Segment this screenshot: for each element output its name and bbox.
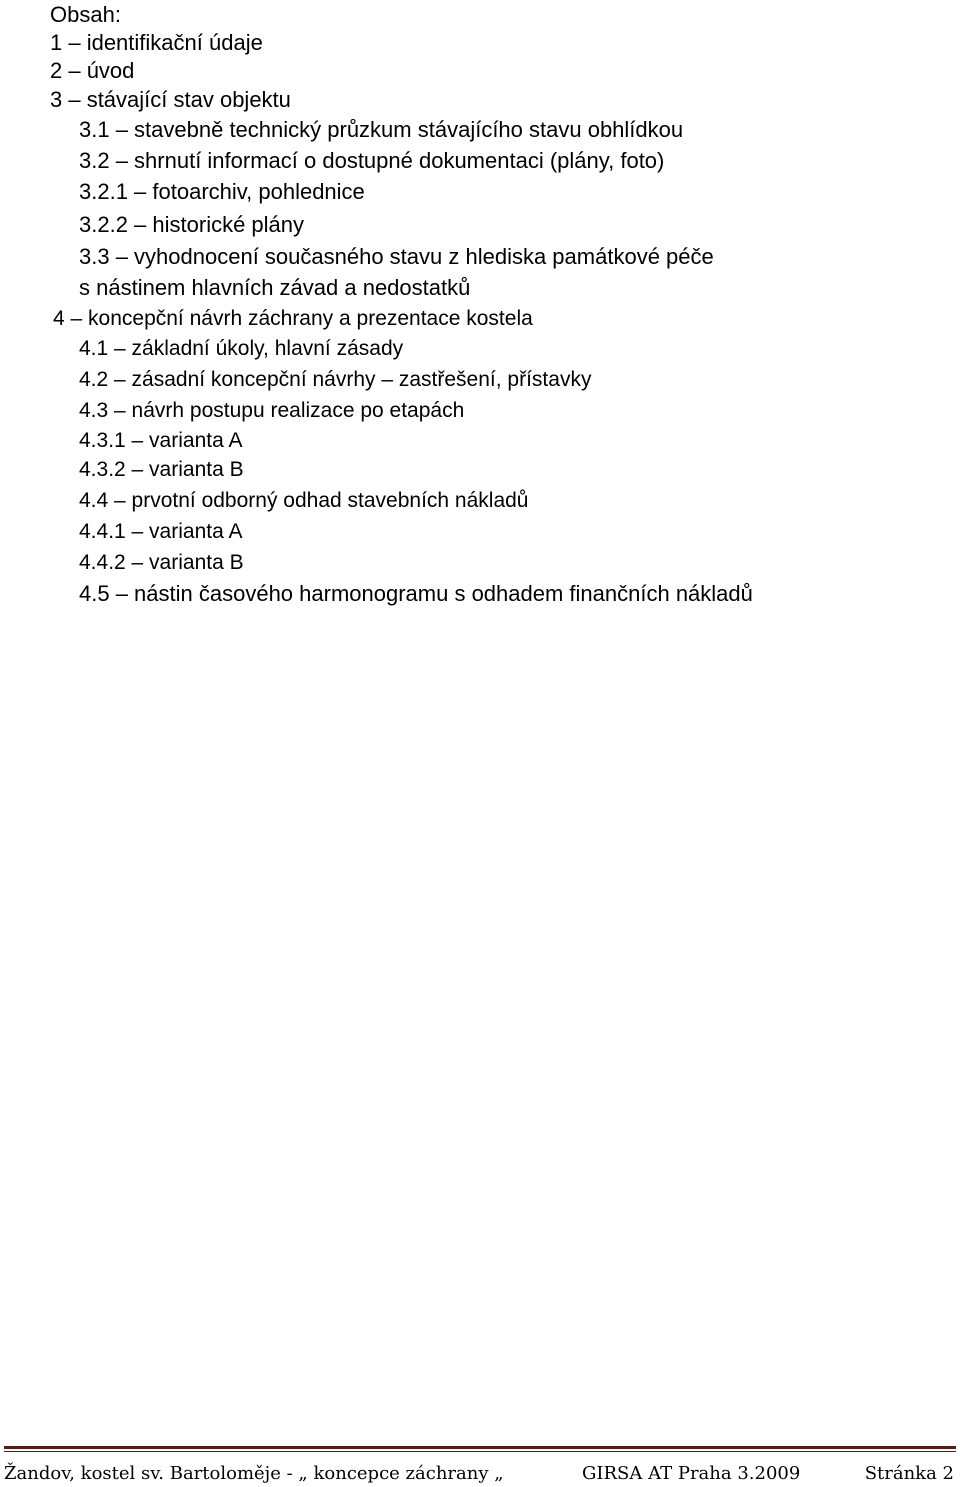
toc-item: 4.4 – prvotní odborný odhad stavebních nákladů <box>79 489 529 512</box>
toc-item: 3.2 – shrnutí informací o dostupné dokumentaci (plány, foto) <box>79 148 665 173</box>
toc-item: 4.1 – základní úkoly, hlavní zásady <box>79 337 404 360</box>
table-of-contents <box>0 0 960 620</box>
page-footer <box>0 1460 960 1487</box>
toc-item: 4.2 – zásadní koncepční návrhy – zastřešení, přístavky <box>79 368 592 391</box>
toc-item: 3.2.2 – historické plány <box>79 212 305 237</box>
toc-item: 3 – stávající stav objektu <box>50 87 291 112</box>
toc-item: 1 – identifikační údaje <box>50 30 263 55</box>
footer-divider-thin <box>4 1451 956 1452</box>
toc-item: 4.4.1 – varianta A <box>79 520 243 543</box>
toc-item: 3.1 – stavebně technický průzkum stávajícího stavu obhlídkou <box>79 117 684 142</box>
toc-item: 3.3 – vyhodnocení současného stavu z hlediska památkové péče <box>79 244 714 269</box>
toc-item: 4.3.1 – varianta A <box>79 429 243 452</box>
toc-item: 3.2.1 – fotoarchiv, pohlednice <box>79 179 365 204</box>
footer-page-number: Stránka 2 <box>864 1463 954 1484</box>
footer-document-title: Žandov, kostel sv. Bartoloměje - „ koncepce záchrany „ <box>4 1463 504 1484</box>
toc-item: 4.4.2 – varianta B <box>79 551 244 574</box>
toc-item: 2 – úvod <box>50 58 135 83</box>
toc-item: 4.3 – návrh postupu realizace po etapách <box>79 399 465 422</box>
toc-item: 4 – koncepční návrh záchrany a prezentace kostela <box>53 307 533 330</box>
footer-divider-thick <box>4 1446 956 1449</box>
toc-heading: Obsah: <box>50 2 121 27</box>
toc-item: 4.5 – nástin časového harmonogramu s odhadem finančních nákladů <box>79 581 753 606</box>
toc-item: 4.3.2 – varianta B <box>79 458 244 481</box>
toc-item: s nástinem hlavních závad a nedostatků <box>79 275 471 300</box>
footer-company: GIRSA AT Praha 3.2009 <box>582 1463 801 1484</box>
